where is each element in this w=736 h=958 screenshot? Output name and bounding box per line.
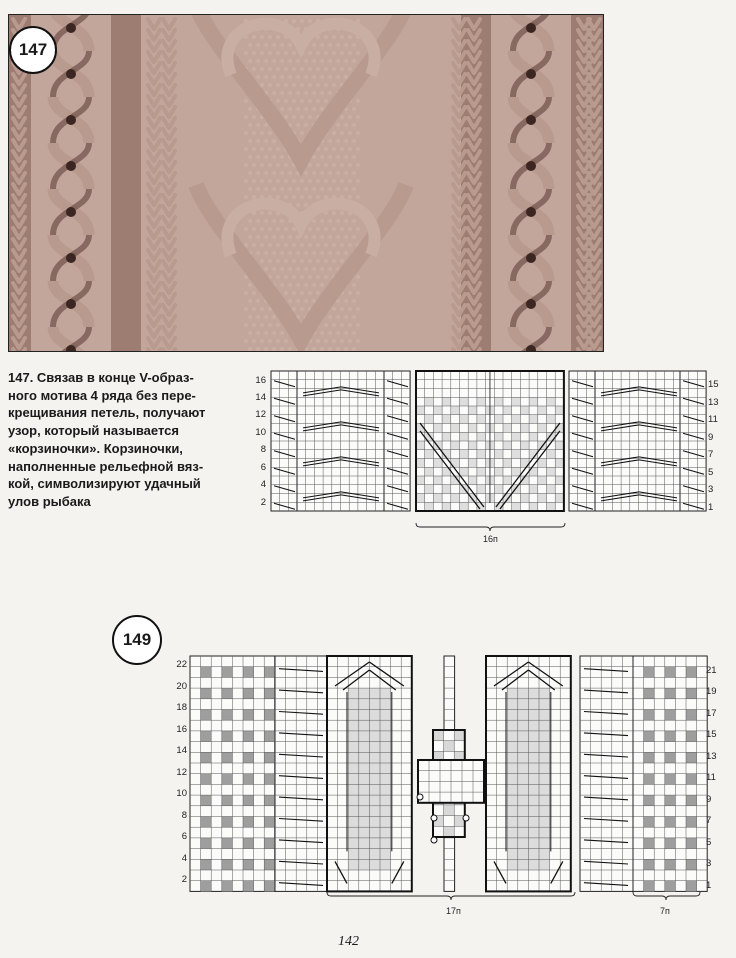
purl-cell bbox=[348, 763, 359, 774]
purl-cell bbox=[348, 742, 359, 753]
bobble-symbol bbox=[431, 815, 437, 821]
purl-cell bbox=[369, 731, 380, 742]
purl-cell bbox=[528, 731, 539, 742]
purl-cell bbox=[380, 849, 391, 860]
purl-cell bbox=[528, 795, 539, 806]
purl-cell bbox=[359, 763, 370, 774]
purl-cell bbox=[243, 731, 254, 742]
row-number: 14 bbox=[176, 745, 187, 756]
purl-cell bbox=[369, 795, 380, 806]
purl-cell bbox=[380, 731, 391, 742]
purl-cell bbox=[539, 849, 550, 860]
repeat-bracket-side bbox=[633, 892, 700, 900]
bobble-symbol bbox=[463, 815, 469, 821]
purl-cell bbox=[528, 838, 539, 849]
purl-cell bbox=[686, 667, 697, 678]
purl-cell bbox=[264, 881, 275, 892]
purl-cell bbox=[444, 741, 455, 752]
purl-cell bbox=[264, 859, 275, 870]
purl-cell bbox=[201, 859, 212, 870]
purl-cell bbox=[665, 838, 676, 849]
purl-cell bbox=[201, 667, 212, 678]
row-number: 21 bbox=[706, 665, 717, 676]
purl-cell bbox=[243, 710, 254, 721]
purl-cell bbox=[539, 827, 550, 838]
purl-cell bbox=[359, 806, 370, 817]
purl-cell bbox=[539, 838, 550, 849]
purl-cell bbox=[518, 838, 529, 849]
purl-cell bbox=[528, 752, 539, 763]
row-number: 4 bbox=[260, 479, 266, 490]
row-number: 3 bbox=[708, 484, 714, 495]
purl-cell bbox=[444, 805, 455, 816]
purl-cell bbox=[380, 838, 391, 849]
row-number: 18 bbox=[176, 702, 187, 713]
purl-cell bbox=[369, 688, 380, 699]
purl-cell bbox=[686, 710, 697, 721]
row-number: 7 bbox=[708, 449, 714, 460]
purl-cell bbox=[528, 849, 539, 860]
purl-cell bbox=[369, 817, 380, 828]
row-number: 12 bbox=[255, 409, 266, 420]
row-number: 15 bbox=[708, 379, 719, 390]
purl-cell bbox=[539, 859, 550, 870]
purl-cell bbox=[507, 806, 518, 817]
purl-cell bbox=[222, 710, 233, 721]
row-number: 16 bbox=[255, 375, 266, 386]
purl-cell bbox=[686, 752, 697, 763]
pattern-number-badge-147: 147 bbox=[9, 26, 57, 74]
row-number: 8 bbox=[260, 444, 266, 455]
description-line: 147. Связав в конце V-образ- bbox=[8, 370, 194, 385]
purl-cell bbox=[348, 817, 359, 828]
purl-cell bbox=[380, 774, 391, 785]
description-line: узор, который называется bbox=[8, 423, 179, 439]
purl-cell bbox=[380, 806, 391, 817]
purl-cell bbox=[507, 827, 518, 838]
purl-cell bbox=[369, 838, 380, 849]
row-number: 9 bbox=[708, 432, 714, 443]
purl-cell bbox=[264, 731, 275, 742]
purl-cell bbox=[348, 806, 359, 817]
purl-cell bbox=[359, 720, 370, 731]
purl-cell bbox=[369, 699, 380, 710]
row-number: 10 bbox=[255, 427, 266, 438]
row-number: 1 bbox=[708, 502, 714, 513]
purl-cell bbox=[201, 752, 212, 763]
purl-cell bbox=[518, 699, 529, 710]
description-line: кой, символизируют удачный bbox=[8, 476, 201, 492]
purl-cell bbox=[507, 838, 518, 849]
purl-cell bbox=[380, 699, 391, 710]
purl-cell bbox=[359, 795, 370, 806]
purl-cell bbox=[539, 806, 550, 817]
purl-cell bbox=[507, 720, 518, 731]
row-number: 5 bbox=[706, 837, 712, 848]
purl-cell bbox=[222, 838, 233, 849]
purl-cell bbox=[686, 881, 697, 892]
purl-cell bbox=[665, 817, 676, 828]
purl-cell bbox=[380, 742, 391, 753]
purl-cell bbox=[380, 763, 391, 774]
purl-cell bbox=[507, 784, 518, 795]
purl-cell bbox=[348, 838, 359, 849]
purl-cell bbox=[539, 742, 550, 753]
purl-cell bbox=[380, 827, 391, 838]
repeat-label-main: 17п bbox=[446, 906, 461, 916]
purl-cell bbox=[539, 731, 550, 742]
purl-cell bbox=[264, 688, 275, 699]
purl-cell bbox=[539, 688, 550, 699]
purl-cell bbox=[507, 774, 518, 785]
purl-cell bbox=[518, 710, 529, 721]
purl-cell bbox=[507, 849, 518, 860]
row-number: 3 bbox=[706, 858, 712, 869]
purl-cell bbox=[528, 827, 539, 838]
page-number: 142 bbox=[338, 934, 359, 949]
purl-cell bbox=[222, 774, 233, 785]
row-number: 2 bbox=[260, 497, 266, 508]
purl-cell bbox=[686, 838, 697, 849]
purl-cell bbox=[222, 817, 233, 828]
purl-cell bbox=[201, 795, 212, 806]
purl-cell bbox=[528, 774, 539, 785]
purl-cell bbox=[348, 849, 359, 860]
purl-cell bbox=[518, 817, 529, 828]
row-number: 5 bbox=[708, 467, 714, 478]
purl-cell bbox=[528, 817, 539, 828]
purl-cell bbox=[518, 784, 529, 795]
purl-cell bbox=[380, 859, 391, 870]
purl-cell bbox=[518, 859, 529, 870]
purl-cell bbox=[348, 827, 359, 838]
purl-cell bbox=[518, 752, 529, 763]
purl-cell bbox=[528, 763, 539, 774]
purl-cell bbox=[359, 688, 370, 699]
purl-cell bbox=[539, 699, 550, 710]
purl-cell bbox=[644, 817, 655, 828]
purl-cell bbox=[359, 742, 370, 753]
purl-cell bbox=[243, 688, 254, 699]
purl-cell bbox=[665, 688, 676, 699]
purl-cell bbox=[380, 795, 391, 806]
purl-cell bbox=[359, 731, 370, 742]
row-number: 13 bbox=[708, 397, 719, 408]
purl-cell bbox=[201, 817, 212, 828]
purl-cell bbox=[201, 881, 212, 892]
purl-cell bbox=[243, 881, 254, 892]
purl-cell bbox=[359, 849, 370, 860]
purl-cell bbox=[539, 710, 550, 721]
purl-cell bbox=[686, 817, 697, 828]
purl-cell bbox=[644, 752, 655, 763]
purl-cell bbox=[665, 774, 676, 785]
description-line: ного мотива 4 ряда без пере- bbox=[8, 387, 196, 403]
purl-cell bbox=[644, 859, 655, 870]
purl-cell bbox=[348, 720, 359, 731]
purl-cell bbox=[444, 826, 455, 837]
row-number: 19 bbox=[706, 686, 717, 697]
row-number: 12 bbox=[176, 767, 187, 778]
purl-cell bbox=[644, 688, 655, 699]
purl-cell bbox=[222, 795, 233, 806]
purl-cell bbox=[201, 710, 212, 721]
row-number: 10 bbox=[176, 788, 187, 799]
purl-cell bbox=[507, 699, 518, 710]
purl-cell bbox=[518, 774, 529, 785]
purl-cell bbox=[359, 817, 370, 828]
purl-cell bbox=[369, 710, 380, 721]
purl-cell bbox=[264, 752, 275, 763]
purl-cell bbox=[539, 795, 550, 806]
purl-cell bbox=[243, 752, 254, 763]
purl-cell bbox=[222, 859, 233, 870]
row-number: 14 bbox=[255, 392, 266, 403]
purl-cell bbox=[348, 752, 359, 763]
purl-cell bbox=[222, 667, 233, 678]
row-number: 11 bbox=[706, 772, 716, 783]
purl-cell bbox=[528, 742, 539, 753]
row-number: 6 bbox=[260, 462, 266, 473]
purl-cell bbox=[454, 730, 465, 741]
purl-cell bbox=[380, 688, 391, 699]
row-number: 8 bbox=[181, 810, 187, 821]
purl-cell bbox=[359, 838, 370, 849]
purl-cell bbox=[518, 795, 529, 806]
purl-cell bbox=[359, 710, 370, 721]
purl-cell bbox=[201, 688, 212, 699]
purl-cell bbox=[243, 795, 254, 806]
purl-cell bbox=[369, 752, 380, 763]
purl-cell bbox=[359, 752, 370, 763]
purl-cell bbox=[644, 710, 655, 721]
purl-cell bbox=[539, 774, 550, 785]
description-line: наполненные рельефной вяз- bbox=[8, 458, 204, 474]
row-number: 15 bbox=[706, 729, 717, 740]
purl-cell bbox=[348, 784, 359, 795]
purl-cell bbox=[539, 817, 550, 828]
purl-cell bbox=[359, 784, 370, 795]
purl-cell bbox=[222, 752, 233, 763]
purl-cell bbox=[686, 731, 697, 742]
repeat-bracket-main bbox=[327, 892, 575, 900]
purl-cell bbox=[433, 730, 444, 741]
purl-cell bbox=[243, 859, 254, 870]
purl-cell bbox=[507, 817, 518, 828]
purl-cell bbox=[528, 720, 539, 731]
purl-cell bbox=[528, 784, 539, 795]
purl-cell bbox=[665, 752, 676, 763]
row-number: 17 bbox=[706, 708, 717, 719]
purl-cell bbox=[507, 795, 518, 806]
description-line: крещивания петель, получают bbox=[8, 405, 206, 421]
purl-cell bbox=[507, 742, 518, 753]
purl-cell bbox=[359, 774, 370, 785]
purl-cell bbox=[528, 806, 539, 817]
chart-149-grid bbox=[190, 656, 707, 891]
purl-cell bbox=[264, 667, 275, 678]
purl-cell bbox=[507, 859, 518, 870]
purl-cell bbox=[348, 710, 359, 721]
purl-cell bbox=[665, 731, 676, 742]
repeat-label: 16п bbox=[483, 534, 498, 544]
purl-cell bbox=[243, 817, 254, 828]
purl-cell bbox=[348, 859, 359, 870]
repeat-label-side: 7п bbox=[660, 906, 670, 916]
purl-cell bbox=[369, 827, 380, 838]
purl-cell bbox=[686, 774, 697, 785]
purl-cell bbox=[686, 795, 697, 806]
purl-cell bbox=[528, 710, 539, 721]
purl-cell bbox=[369, 849, 380, 860]
purl-cell bbox=[518, 731, 529, 742]
row-number: 13 bbox=[706, 751, 717, 762]
purl-cell bbox=[369, 806, 380, 817]
purl-cell bbox=[348, 795, 359, 806]
purl-cell bbox=[518, 742, 529, 753]
row-number: 16 bbox=[176, 724, 187, 735]
purl-cell bbox=[380, 720, 391, 731]
purl-cell bbox=[359, 699, 370, 710]
purl-cell bbox=[644, 881, 655, 892]
purl-cell bbox=[380, 817, 391, 828]
purl-cell bbox=[243, 667, 254, 678]
purl-cell bbox=[665, 710, 676, 721]
purl-cell bbox=[518, 763, 529, 774]
pattern-number-badge-149: 149 bbox=[112, 615, 162, 665]
row-number: 22 bbox=[176, 659, 187, 670]
purl-cell bbox=[222, 688, 233, 699]
purl-cell bbox=[264, 838, 275, 849]
purl-cell bbox=[518, 849, 529, 860]
purl-cell bbox=[369, 763, 380, 774]
purl-cell bbox=[665, 881, 676, 892]
purl-cell bbox=[369, 742, 380, 753]
purl-cell bbox=[348, 774, 359, 785]
purl-cell bbox=[518, 827, 529, 838]
purl-cell bbox=[507, 763, 518, 774]
purl-cell bbox=[539, 720, 550, 731]
purl-cell bbox=[201, 774, 212, 785]
purl-cell bbox=[369, 720, 380, 731]
purl-cell bbox=[665, 859, 676, 870]
purl-cell bbox=[380, 710, 391, 721]
purl-cell bbox=[507, 752, 518, 763]
purl-cell bbox=[644, 667, 655, 678]
row-number: 6 bbox=[181, 831, 187, 842]
description-line: улов рыбака bbox=[8, 493, 91, 509]
purl-cell bbox=[518, 806, 529, 817]
purl-cell bbox=[264, 795, 275, 806]
purl-cell bbox=[528, 699, 539, 710]
purl-cell bbox=[507, 731, 518, 742]
purl-cell bbox=[201, 838, 212, 849]
purl-cell bbox=[665, 667, 676, 678]
purl-cell bbox=[222, 731, 233, 742]
purl-cell bbox=[243, 838, 254, 849]
purl-cell bbox=[528, 688, 539, 699]
chart-149-row-numbers-left bbox=[176, 659, 187, 885]
purl-cell bbox=[644, 795, 655, 806]
purl-cell bbox=[380, 784, 391, 795]
purl-cell bbox=[644, 838, 655, 849]
row-number: 20 bbox=[176, 681, 187, 692]
purl-cell bbox=[243, 774, 254, 785]
purl-cell bbox=[539, 763, 550, 774]
purl-cell bbox=[686, 688, 697, 699]
row-number: 7 bbox=[706, 815, 712, 826]
purl-cell bbox=[369, 859, 380, 870]
purl-cell bbox=[518, 720, 529, 731]
purl-cell bbox=[686, 859, 697, 870]
purl-cell bbox=[507, 710, 518, 721]
purl-cell bbox=[518, 688, 529, 699]
purl-cell bbox=[264, 710, 275, 721]
row-number: 11 bbox=[708, 414, 718, 425]
purl-cell bbox=[369, 774, 380, 785]
purl-cell bbox=[359, 827, 370, 838]
purl-cell bbox=[539, 784, 550, 795]
purl-cell bbox=[264, 774, 275, 785]
purl-cell bbox=[348, 688, 359, 699]
purl-cell bbox=[264, 817, 275, 828]
purl-cell bbox=[359, 859, 370, 870]
row-number: 1 bbox=[706, 880, 712, 891]
description-line: «корзиночки». Корзиночки, bbox=[8, 440, 183, 456]
purl-cell bbox=[665, 795, 676, 806]
bobble-symbol bbox=[417, 794, 423, 800]
purl-cell bbox=[507, 688, 518, 699]
purl-cell bbox=[644, 731, 655, 742]
purl-cell bbox=[348, 731, 359, 742]
purl-cell bbox=[380, 752, 391, 763]
purl-cell bbox=[201, 731, 212, 742]
purl-cell bbox=[348, 699, 359, 710]
row-number: 2 bbox=[181, 874, 187, 885]
row-number: 9 bbox=[706, 794, 712, 805]
purl-cell bbox=[539, 752, 550, 763]
row-number: 4 bbox=[181, 853, 187, 864]
bobble-symbol bbox=[431, 837, 437, 843]
purl-cell bbox=[369, 784, 380, 795]
purl-cell bbox=[222, 881, 233, 892]
purl-cell bbox=[528, 859, 539, 870]
purl-cell bbox=[644, 774, 655, 785]
